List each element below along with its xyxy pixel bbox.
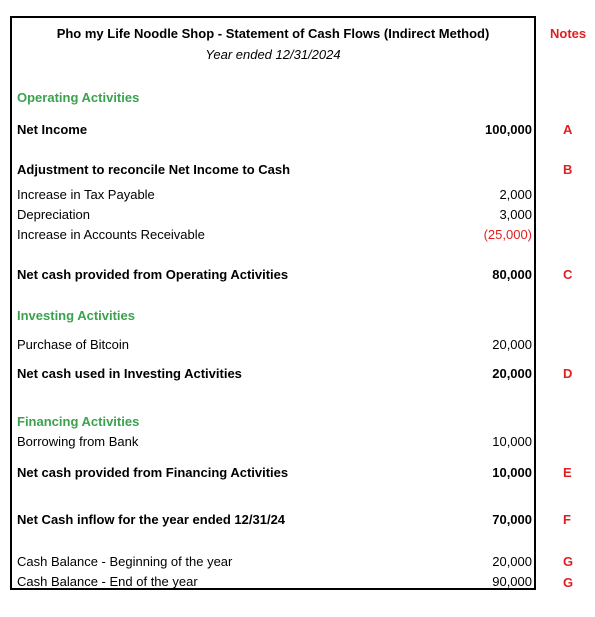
accounts-receivable-label: Increase in Accounts Receivable (17, 227, 205, 242)
operating-heading: Operating Activities (17, 90, 140, 105)
net-income-amount: 100,000 (485, 122, 532, 137)
operating-total-label: Net cash provided from Operating Activities (17, 267, 289, 282)
note-e: E (563, 465, 572, 480)
investing-total-label: Net cash used in Investing Activities (17, 366, 242, 381)
net-inflow-amount: 70,000 (492, 512, 532, 527)
financing-total-label: Net cash provided from Financing Activities (17, 465, 289, 480)
cash-beginning-row (12, 554, 534, 572)
cash-end-row (12, 574, 534, 592)
adjustment-heading-label: Adjustment to reconcile Net Income to Cash (17, 162, 291, 177)
note-b: B (563, 162, 573, 177)
notes-header: Notes (550, 26, 587, 41)
table-row (12, 434, 534, 452)
financing-total-row (12, 465, 534, 483)
bitcoin-label: Purchase of Bitcoin (17, 337, 130, 352)
net-income-label: Net Income (17, 122, 88, 137)
investing-heading: Investing Activities (17, 308, 135, 323)
statement-subtitle: Year ended 12/31/2024 (205, 47, 341, 62)
note-d: D (563, 366, 573, 381)
adjustment-heading-row (12, 162, 534, 180)
cash-beginning-label: Cash Balance - Beginning of the year (17, 554, 233, 569)
investing-total-row (12, 366, 534, 384)
depreciation-label: Depreciation (17, 207, 90, 222)
financing-total-amount: 10,000 (492, 465, 532, 480)
cash-beginning-amount: 20,000 (492, 554, 532, 569)
bank-borrowing-label: Borrowing from Bank (17, 434, 139, 449)
net-income-row (12, 122, 534, 140)
bank-borrowing-amount: 10,000 (492, 434, 532, 449)
financing-heading: Financing Activities (17, 414, 140, 429)
note-a: A (563, 122, 573, 137)
net-inflow-label: Net Cash inflow for the year ended 12/31/24 (17, 512, 286, 527)
cash-flow-statement (10, 16, 536, 590)
accounts-receivable-amount: (25,000) (483, 227, 532, 242)
bitcoin-amount: 20,000 (492, 337, 532, 352)
table-row (12, 337, 534, 355)
operating-total-amount: 80,000 (492, 267, 532, 282)
note-c: C (563, 267, 573, 282)
table-row (12, 207, 534, 225)
net-inflow-row (12, 512, 534, 530)
table-row (12, 187, 534, 205)
tax-payable-label: Increase in Tax Payable (17, 187, 155, 202)
investing-section-row (12, 308, 534, 326)
operating-total-row (12, 267, 534, 285)
financing-section-row (12, 414, 534, 432)
note-g-end: G (563, 575, 574, 590)
operating-section-row (12, 90, 534, 108)
depreciation-amount: 3,000 (499, 207, 532, 222)
tax-payable-amount: 2,000 (499, 187, 532, 202)
note-f: F (563, 512, 571, 527)
cash-end-label: Cash Balance - End of the year (17, 574, 198, 589)
note-g-beginning: G (563, 554, 574, 569)
cash-end-amount: 90,000 (492, 574, 532, 589)
investing-total-amount: 20,000 (492, 366, 532, 381)
table-row (12, 227, 534, 245)
statement-title: Pho my Life Noodle Shop - Statement of Cash Flows (Indirect Method) (56, 26, 490, 41)
